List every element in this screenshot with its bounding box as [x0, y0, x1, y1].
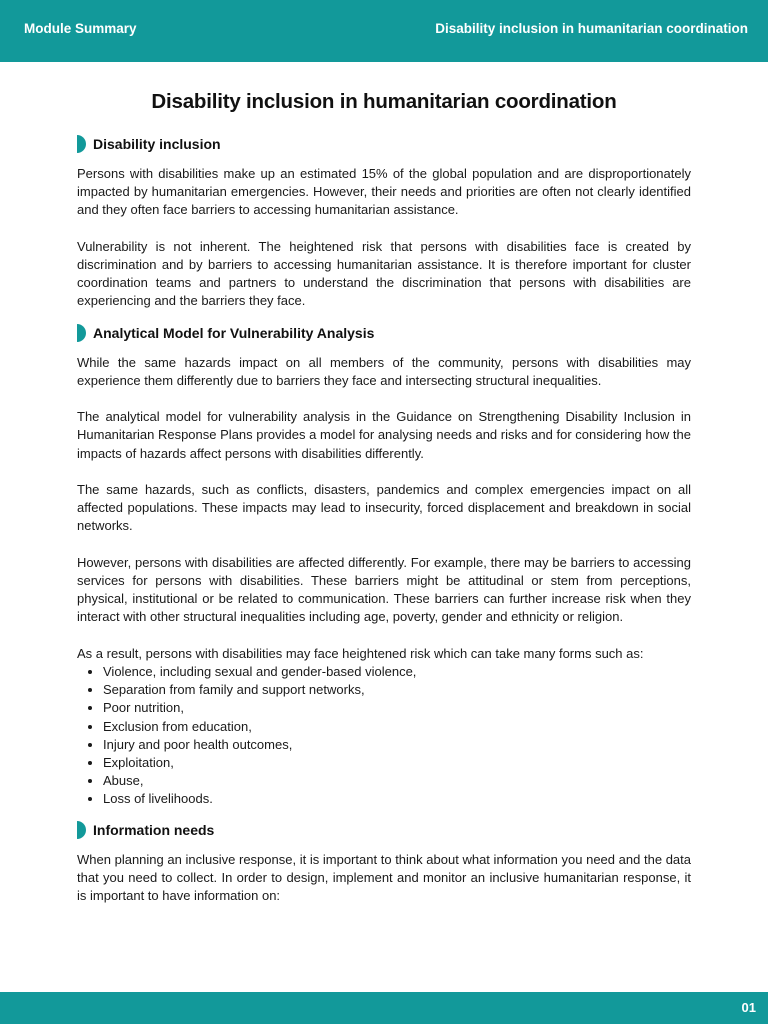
- page-number: 01: [741, 1000, 756, 1015]
- risk-list: [77, 663, 691, 809]
- paragraph: Vulnerability is not inherent. The heightened risk that persons with disabilities face is created by discrimination and by barriers to accessing humanitarian assistance. It is therefore important for cluster coordination teams and partners to understand the discrimination that persons with disabilities are experiencing and the barriers they face.: [77, 238, 691, 309]
- section-marker-icon: [77, 135, 86, 153]
- header-bar: [0, 0, 768, 62]
- paragraph: The analytical model for vulnerability analysis in the Guidance on Strengthening Disability Inclusion in Humanitarian Response Plans provides a model for analysing needs and risks and for considering how the impacts of hazards affect persons with disabilities differently.: [77, 409, 691, 461]
- list-item: • Exclusion from education,: [103, 718, 691, 736]
- header-document-title: Disability inclusion in humanitarian coordination: [435, 21, 748, 36]
- list-item: • Exploitation,: [103, 754, 691, 772]
- section-marker-icon: [77, 821, 86, 839]
- section-marker-icon: [77, 324, 86, 342]
- list-item: • Violence, including sexual and gender-based violence,: [103, 663, 691, 681]
- list-item: • Abuse,: [103, 772, 691, 790]
- paragraph: As a result, persons with disabilities may face heightened risk which can take many forms such as:: [77, 645, 644, 661]
- section-heading-disability-inclusion: [77, 133, 691, 155]
- paragraph: When planning an inclusive response, it is important to think about what information you need and the data that you need to collect. In order to design, implement and monitor an inclusive humanitarian response, it is important to have information on:: [77, 851, 691, 904]
- section-heading-text: Analytical Model for Vulnerability Analysis: [93, 324, 375, 341]
- section-heading-text: Disability inclusion: [93, 136, 221, 152]
- paragraph: The same hazards, such as conflicts, disasters, pandemics and complex emergencies impact on all affected populations. These impacts may lead to insecurity, forced displacement and breakdown in social networks.: [77, 482, 691, 534]
- section-heading-information-needs: [77, 819, 691, 841]
- paragraph: However, persons with disabilities are affected differently. For example, there may be barriers to accessing services for persons with disabilities. These barriers might be attitudinal or stem from perceptions, physical, institutional or be related to communication. These barriers can further increase risk when they interact with other structural inequalities including age, poverty, gender and ethnicity or religion.: [77, 554, 691, 625]
- page-title: Disability inclusion in humanitarian coordination: [151, 90, 617, 113]
- section-heading-analytical-model: [77, 322, 691, 344]
- footer-bar: [0, 992, 768, 1024]
- list-item: • Poor nutrition,: [103, 699, 691, 717]
- header-module-label: Module Summary: [24, 21, 137, 36]
- section-heading-text: Information needs: [93, 821, 215, 838]
- list-item: • Separation from family and support networks,: [103, 681, 691, 699]
- list-item: • Injury and poor health outcomes,: [103, 736, 691, 754]
- list-item: • Loss of livelihoods.: [103, 790, 691, 808]
- paragraph: While the same hazards impact on all members of the community, persons with disabilities may experience them differently due to barriers they face and intersecting structural inequalities.: [77, 354, 691, 388]
- paragraph: Persons with disabilities make up an estimated 15% of the global population and are disproportionately impacted by humanitarian emergencies. However, their needs and priorities are often not clearly identified and they often face barriers to accessing humanitarian assistance.: [77, 166, 691, 218]
- page-content: [77, 88, 691, 905]
